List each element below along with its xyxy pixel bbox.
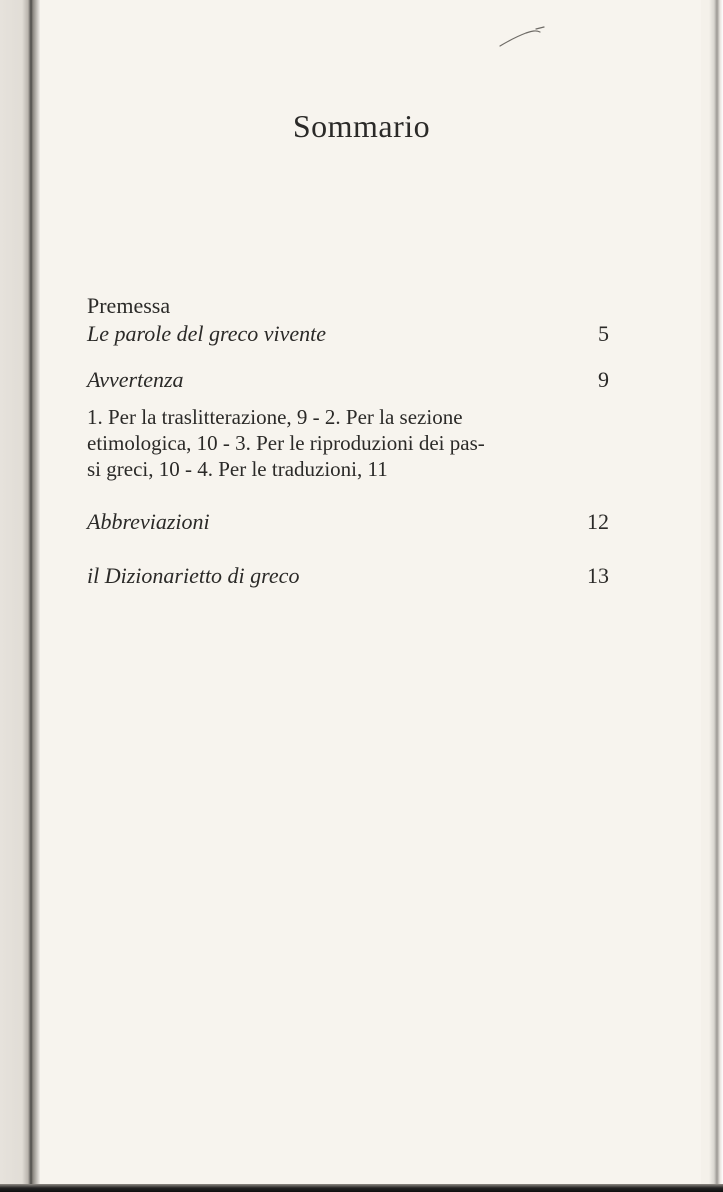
page-title: Sommario [292, 108, 431, 144]
toc-entry-page: 9 [598, 367, 609, 392]
page-bottom-edge [0, 1184, 723, 1192]
toc-entry-premessa[interactable] [87, 320, 609, 348]
toc-entry-abbreviazioni[interactable] [87, 508, 609, 536]
toc-entry-page: 5 [598, 321, 609, 346]
toc-entry-title: Avvertenza [87, 367, 184, 392]
page-left-edge [0, 0, 40, 1192]
page-right-edge [701, 0, 723, 1192]
toc-entry-avvertenza[interactable] [87, 366, 609, 394]
toc-entry-page: 12 [587, 509, 609, 534]
subsection-line: etimologica, 10 - 3. Per le riproduzioni dei pas- [87, 431, 485, 455]
subsection-line: 1. Per la traslitterazione, 9 - 2. Per la sezione [87, 405, 463, 429]
toc-entry-title: Abbreviazioni [87, 509, 210, 534]
premessa-heading: Premessa [87, 293, 171, 318]
toc-entry-page: 13 [587, 563, 609, 588]
toc-entry-title: il Dizionarietto di greco [87, 563, 300, 588]
toc-entry-title: Le parole del greco vivente [87, 321, 327, 346]
toc-entry-dizionarietto[interactable] [87, 562, 609, 590]
pen-mark-icon [496, 24, 556, 50]
subsection-line: si greci, 10 - 4. Per le traduzioni, 11 [87, 457, 388, 481]
avvertenza-subsections [87, 404, 559, 482]
table-of-contents [87, 292, 609, 590]
